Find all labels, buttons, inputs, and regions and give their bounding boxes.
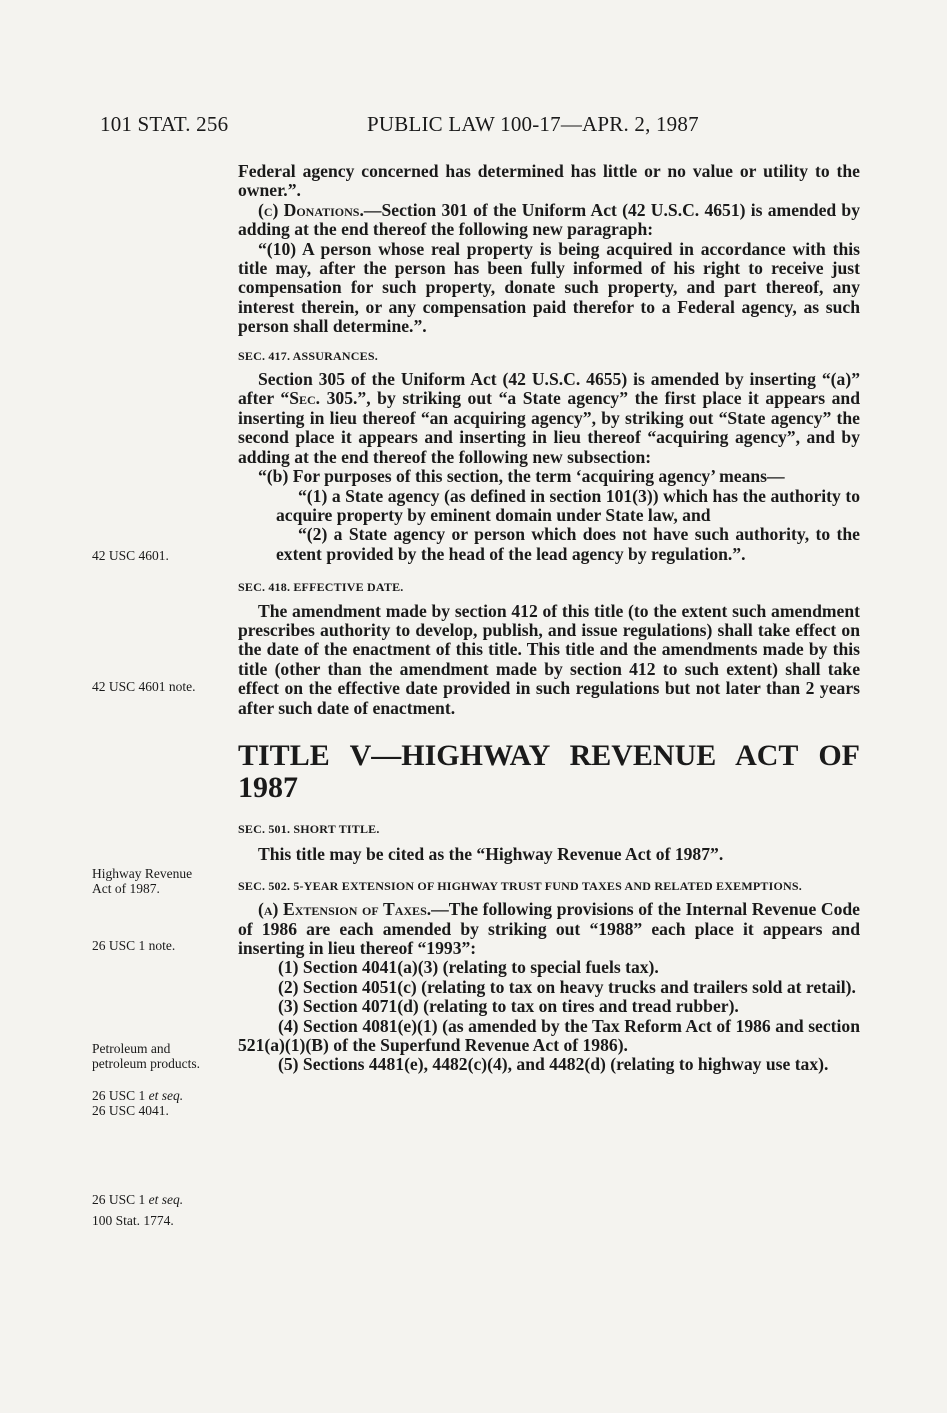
margin-note-italic: et seq. bbox=[148, 1088, 184, 1103]
section-heading: SEC. 502. 5-YEAR EXTENSION OF HIGHWAY TRUST FUND TAXES AND RELATED EXEMPTIONS. bbox=[238, 878, 802, 893]
list-item: (1) Section 4041(a)(3) (relating to special fuels tax). bbox=[278, 957, 659, 978]
paragraph-text: —Section 301 of the Uniform Act (42 U.S.C. 4651) is amended by adding at the end thereof the following new paragraph: bbox=[238, 199, 860, 240]
section-heading: SEC. 418. EFFECTIVE DATE. bbox=[238, 580, 404, 595]
paragraph bbox=[238, 201, 860, 240]
paragraph: “(10) A person whose real property is being acquired in accordance with this title may, after the person has been fully informed of his right to receive just compensation for such property, donate such property, and part thereof, any interest therein, or any compensation paid therefor to a Federal agency, as such person shall determine.”. bbox=[238, 238, 860, 337]
margin-note-text: 26 USC 1 bbox=[92, 1088, 146, 1103]
margin-note: Petroleum and petroleum products. bbox=[92, 1041, 200, 1071]
title-heading: TITLE V—HIGHWAY REVENUE ACT OF 1987 bbox=[238, 738, 860, 804]
section-heading: SEC. 501. SHORT TITLE. bbox=[238, 821, 380, 836]
section-abbrev: Sec. bbox=[289, 388, 321, 409]
margin-note bbox=[92, 1192, 222, 1207]
paragraph-text: 305.”, by striking out “a State agency” the first place it appears and inserting in lieu thereof “an acquiring agency”, by striking out “State agency” the second place it appears and inserting in lieu thereof “acquiring agency”, and by adding at the end thereof the following new subsection: bbox=[238, 388, 860, 467]
margin-note: 42 USC 4601 note. bbox=[92, 679, 196, 694]
list-item: “(2) a State agency or person which does not have such authority, to the extent provided by the head of the lead agency by regulation.”. bbox=[276, 524, 860, 564]
document-body bbox=[238, 162, 860, 1075]
margin-note-italic: et seq. bbox=[148, 1192, 184, 1207]
public-law-citation: PUBLIC LAW 100-17—APR. 2, 1987 bbox=[367, 112, 699, 136]
paragraph: “(b) For purposes of this section, the term ‘acquiring agency’ means— bbox=[258, 466, 785, 487]
paragraph-text: Section 305 of the Uniform Act (42 U.S.C. 4655) is amended by inserting “(a)” after “ bbox=[238, 369, 860, 409]
list-item: (4) Section 4081(e)(1) (as amended by the Tax Reform Act of 1986 and section 521(a)(1)(B) of the Superfund Revenue Act of 1986). bbox=[238, 1015, 860, 1056]
paragraph: Federal agency concerned has determined has little or no value or utility to the owner.”. bbox=[238, 161, 860, 201]
margin-note: 42 USC 4601. bbox=[92, 548, 169, 563]
list-item: “(1) a State agency (as defined in section 101(3)) which has the authority to acquire property by eminent domain under State law, and bbox=[276, 485, 860, 525]
paragraph-text: —The following provisions of the Internal Revenue Code of 1986 are each amended by striking out “1988” each place it appears and inserting in lieu thereof “1993”: bbox=[238, 899, 860, 958]
margin-note-text: 26 USC 1 bbox=[92, 1192, 146, 1207]
statute-page-reference: 101 STAT. 256 bbox=[100, 112, 229, 136]
margin-note: 100 Stat. 1774. bbox=[92, 1213, 174, 1228]
margin-note: Highway Revenue Act of 1987. bbox=[92, 866, 193, 896]
list-item: (5) Sections 4481(e), 4482(c)(4), and 4482(d) (relating to highway use tax). bbox=[278, 1054, 829, 1075]
margin-note: 26 USC 4041. bbox=[92, 1103, 169, 1118]
margin-note bbox=[92, 1088, 222, 1103]
subsection-heading: (c) Donations. bbox=[258, 199, 364, 220]
margin-note: 26 USC 1 note. bbox=[92, 938, 176, 953]
list-item: (3) Section 4071(d) (relating to tax on tires and tread rubber). bbox=[278, 996, 739, 1017]
paragraph bbox=[238, 900, 860, 958]
section-heading: SEC. 417. ASSURANCES. bbox=[238, 348, 378, 363]
list-item: (2) Section 4051(c) (relating to tax on heavy trucks and trailers sold at retail). bbox=[278, 976, 856, 997]
paragraph bbox=[238, 370, 860, 467]
subsection-heading: (a) Extension of Taxes. bbox=[258, 899, 432, 920]
paragraph: The amendment made by section 412 of this title (to the extent such amendment prescribes authority to develop, publish, and issue regulations) shall take effect on the date of the enactment of this title. This title and the amendments made by this title (other than the amendment made by section 412 to such extent) shall take effect on the effective date provided in such regulations but not later than 2 years after such date of enactment. bbox=[238, 600, 860, 718]
paragraph: This title may be cited as the “Highway Revenue Act of 1987”. bbox=[258, 844, 724, 865]
